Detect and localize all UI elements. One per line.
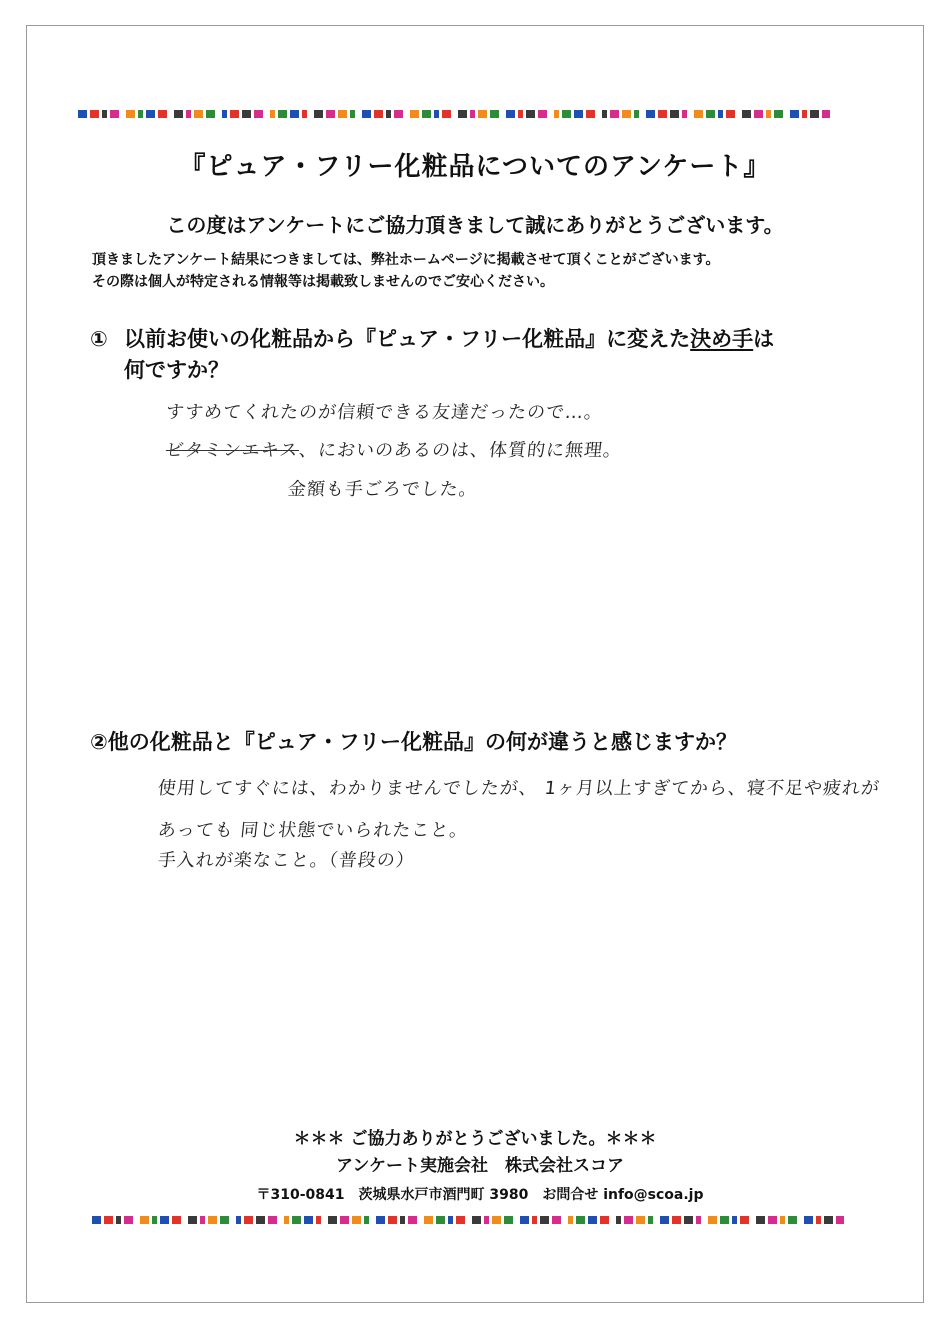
decorative-dash [610, 110, 619, 118]
answer-2-line-1: 使用してすぐには、わかりませんでしたが、 1ヶ月以上すぎてから、寝不足や疲れが [156, 778, 882, 799]
decorative-dash [684, 1216, 693, 1224]
decorative-dash [484, 1216, 489, 1224]
decorative-dash [732, 1216, 737, 1224]
decorative-dash [316, 1216, 321, 1224]
decorative-dash [532, 1216, 537, 1224]
decorative-dash [314, 110, 323, 118]
decorative-dash [448, 1216, 453, 1224]
footer-address: 〒310-0841 茨城県水戸市酒門町 3980 お問合せ info@scoa.jp [256, 1187, 704, 1203]
decorative-dash [400, 1216, 405, 1224]
decorative-dash [810, 110, 819, 118]
answer-2-line-2: あっても 同じ状態でいられたこと。 [156, 820, 470, 841]
decorative-dash [110, 110, 119, 118]
decorative-dash [520, 1216, 529, 1224]
decorative-dash [284, 1216, 289, 1224]
decorative-dash [636, 1216, 645, 1224]
decorative-dash [292, 1216, 301, 1224]
decorative-dash [436, 1216, 445, 1224]
decorative-dash [672, 1216, 681, 1224]
decorative-dash [244, 1216, 253, 1224]
decorative-dash [576, 1216, 585, 1224]
decorative-dash [172, 1216, 181, 1224]
decorative-dash [526, 110, 535, 118]
decorative-border-top [78, 110, 830, 120]
decorative-dash [586, 110, 595, 118]
decorative-dash [138, 110, 143, 118]
decorative-dash [328, 1216, 337, 1224]
decorative-dash [254, 110, 263, 118]
question-1-text: 以前お使いの化粧品から『ピュア・フリー化粧品』に変えた [124, 327, 691, 351]
decorative-dash [458, 110, 467, 118]
decorative-dash [658, 110, 667, 118]
decorative-dash [242, 110, 251, 118]
decorative-dash [788, 1216, 797, 1224]
decorative-dash [388, 1216, 397, 1224]
decorative-dash [646, 110, 655, 118]
decorative-dash [410, 110, 419, 118]
decorative-dash [622, 110, 631, 118]
decorative-dash [158, 110, 167, 118]
decorative-dash [660, 1216, 669, 1224]
decorative-dash [364, 1216, 369, 1224]
footer-company: アンケート実施会社 株式会社スコア [336, 1156, 624, 1176]
decorative-dash [540, 1216, 549, 1224]
decorative-dash [742, 110, 751, 118]
decorative-dash [174, 110, 183, 118]
decorative-dash [718, 110, 723, 118]
answer-1-line-1: すすめてくれたのが信頼できる友達だったので…。 [164, 402, 605, 423]
decorative-dash [602, 110, 607, 118]
decorative-dash [804, 1216, 813, 1224]
decorative-dash [470, 110, 475, 118]
decorative-dash [146, 110, 155, 118]
decorative-dash [90, 110, 99, 118]
decorative-dash [634, 110, 639, 118]
decorative-dash [152, 1216, 157, 1224]
question-1 [90, 324, 870, 386]
decorative-dash [822, 110, 830, 118]
decorative-dash [194, 110, 203, 118]
footer-thanks: ＊＊＊ ご協力ありがとうございました。＊＊＊ [293, 1129, 657, 1149]
decorative-dash [766, 110, 771, 118]
decorative-dash [78, 110, 87, 118]
decorative-dash [126, 110, 135, 118]
decorative-dash [478, 110, 487, 118]
decorative-dash [568, 1216, 573, 1224]
decorative-dash [386, 110, 391, 118]
decorative-dash [92, 1216, 101, 1224]
decorative-dash [104, 1216, 113, 1224]
answer-1-line-3: 金額も手ごろでした。 [286, 479, 479, 500]
decorative-dash [504, 1216, 513, 1224]
decorative-dash [206, 110, 215, 118]
decorative-dash [116, 1216, 121, 1224]
decorative-dash [200, 1216, 205, 1224]
decorative-dash [554, 110, 559, 118]
decorative-dash [374, 110, 383, 118]
decorative-dash [304, 1216, 313, 1224]
privacy-note: その際は個人が特定される情報等は掲載致しませんのでご安心ください。 [92, 274, 554, 290]
decorative-dash [124, 1216, 133, 1224]
decorative-dash [268, 1216, 277, 1224]
decorative-dash [434, 110, 439, 118]
decorative-dash [338, 110, 347, 118]
decorative-dash [376, 1216, 385, 1224]
answer-1-line-2-text: 、においのあるのは、体質的に無理。 [297, 440, 624, 461]
decorative-dash [706, 110, 715, 118]
decorative-dash [160, 1216, 169, 1224]
decorative-dash [740, 1216, 749, 1224]
decorative-dash [726, 110, 735, 118]
decorative-dash [754, 110, 763, 118]
survey-title: 『ピュア・フリー化粧品についてのアンケート』 [179, 152, 771, 182]
decorative-dash [340, 1216, 349, 1224]
decorative-dash [574, 110, 583, 118]
decorative-dash [394, 110, 403, 118]
decorative-dash [350, 110, 355, 118]
decorative-dash [490, 110, 499, 118]
decorative-dash [302, 110, 307, 118]
decorative-dash [222, 110, 227, 118]
decorative-dash [278, 110, 287, 118]
decorative-dash [256, 1216, 265, 1224]
question-1-text-end: は [753, 327, 775, 351]
decorative-dash [290, 110, 299, 118]
answer-2-line-3: 手入れが楽なこと。（普段の） [156, 850, 416, 871]
decorative-dash [506, 110, 515, 118]
decorative-dash [424, 1216, 433, 1224]
question-2: ②他の化粧品と『ピュア・フリー化粧品』の何が違うと感じますか？ [90, 730, 737, 754]
decorative-dash [408, 1216, 417, 1224]
publication-note: 頂きましたアンケート結果につきましては、弊社ホームページに掲載させて頂くことがございます。 [92, 252, 720, 268]
decorative-dash [768, 1216, 777, 1224]
decorative-dash [720, 1216, 729, 1224]
question-1-line2: 何ですか？ [124, 358, 229, 382]
decorative-dash [552, 1216, 561, 1224]
decorative-dash [774, 110, 783, 118]
decorative-dash [538, 110, 547, 118]
decorative-dash [670, 110, 679, 118]
decorative-dash [682, 110, 687, 118]
decorative-dash [616, 1216, 621, 1224]
decorative-dash [236, 1216, 241, 1224]
decorative-dash [518, 110, 523, 118]
decorative-dash [326, 110, 335, 118]
decorative-dash [472, 1216, 481, 1224]
answer-1-line-2 [165, 436, 624, 462]
decorative-border-bottom [92, 1216, 844, 1226]
decorative-dash [422, 110, 431, 118]
decorative-dash [186, 110, 191, 118]
decorative-dash [624, 1216, 633, 1224]
decorative-dash [188, 1216, 197, 1224]
decorative-dash [696, 1216, 701, 1224]
decorative-dash [102, 110, 107, 118]
answer-1-struck-text: ビタミンエキス [164, 440, 301, 461]
decorative-dash [562, 110, 571, 118]
decorative-dash [708, 1216, 717, 1224]
decorative-dash [588, 1216, 597, 1224]
decorative-dash [824, 1216, 833, 1224]
decorative-dash [362, 110, 371, 118]
decorative-dash [352, 1216, 361, 1224]
decorative-dash [270, 110, 275, 118]
decorative-dash [756, 1216, 765, 1224]
decorative-dash [208, 1216, 217, 1224]
decorative-dash [492, 1216, 501, 1224]
decorative-dash [802, 110, 807, 118]
decorative-dash [816, 1216, 821, 1224]
decorative-dash [600, 1216, 609, 1224]
decorative-dash [220, 1216, 229, 1224]
thanks-message: この度はアンケートにご協力頂きまして誠にありがとうございます。 [166, 213, 784, 237]
decorative-dash [456, 1216, 465, 1224]
decorative-dash [230, 110, 239, 118]
question-1-number: ① [90, 327, 108, 351]
decorative-dash [648, 1216, 653, 1224]
decorative-dash [442, 110, 451, 118]
decorative-dash [836, 1216, 844, 1224]
decorative-dash [790, 110, 799, 118]
decorative-dash [140, 1216, 149, 1224]
decorative-dash [780, 1216, 785, 1224]
decorative-dash [694, 110, 703, 118]
question-1-keyword: 決め手 [690, 327, 754, 351]
